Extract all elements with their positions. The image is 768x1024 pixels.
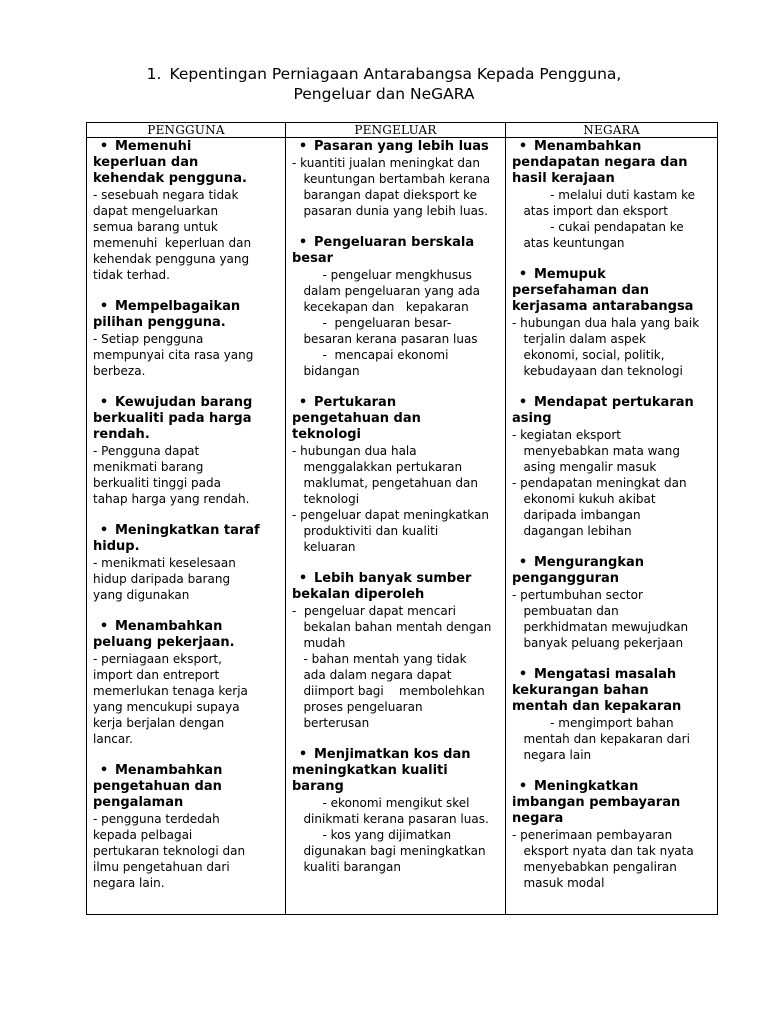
point-heading (93, 171, 281, 187)
point-heading (292, 587, 501, 603)
point-detail: keluaran (292, 540, 356, 554)
point-heading-text: mentah dan kepakaran (512, 699, 682, 714)
point-detail: daripada imbangan (512, 508, 641, 522)
point-detail: - cukai pendapatan ke (512, 220, 684, 234)
point-detail: kualiti barangan (292, 860, 401, 874)
point-heading-text: pendapatan negara dan (512, 155, 688, 170)
point-heading (512, 795, 713, 811)
title-text-1: Kepentingan Perniagaan Antarabangsa Kepada Pengguna, (169, 65, 622, 83)
point-heading (93, 299, 281, 315)
point-detail: - kos yang dijimatkan (292, 828, 452, 842)
point-detail: dagangan lebihan (512, 524, 632, 538)
point-detail: lancar. (93, 732, 133, 746)
point-heading (93, 315, 281, 331)
point-detail: kerja berjalan dengan (93, 716, 225, 730)
point-detail: - kegiatan eksport (512, 428, 622, 442)
point-detail: eksport nyata dan tak nyata (512, 844, 694, 858)
point-heading-text: Lebih banyak sumber (314, 571, 472, 586)
point-detail: masuk modal (512, 876, 605, 890)
list-item (93, 523, 281, 603)
point-detail: - perniagaan eksport, (93, 652, 222, 666)
point-heading-text: Menjimatkan kos dan (314, 747, 471, 762)
point-detail: berkualiti tinggi pada (93, 476, 221, 490)
point-heading (93, 619, 281, 635)
list-item (512, 555, 713, 651)
point-heading (93, 411, 281, 427)
point-detail: - bahan mentah yang tidak (292, 652, 467, 666)
point-heading-text: Mengatasi masalah (534, 667, 677, 682)
point-detail: keuntungan bertambah kerana (292, 172, 491, 186)
point-heading (512, 555, 713, 571)
list-item (292, 747, 501, 875)
point-heading (93, 155, 281, 171)
point-heading-text: pengetahuan dan (292, 411, 421, 426)
point-heading-text: bekalan diperoleh (292, 587, 425, 602)
list-item (292, 571, 501, 731)
bullet-icon: • (518, 667, 528, 682)
bullet-icon: • (99, 299, 109, 314)
point-heading-text: peluang pekerjaan. (93, 635, 235, 650)
point-detail: dapat mengeluarkan (93, 204, 219, 218)
point-detail: dalam pengeluaran yang ada (292, 284, 481, 298)
point-heading-text: Menambahkan (115, 619, 223, 634)
column-pengguna (87, 138, 286, 915)
point-detail: mudah (292, 636, 346, 650)
list-item (292, 139, 501, 219)
point-detail: yang mencukupi supaya (93, 700, 240, 714)
point-detail: - pengguna terdedah (93, 812, 220, 826)
point-heading-text: Memenuhi (115, 139, 192, 154)
point-detail: - ekonomi mengikut skel (292, 796, 470, 810)
point-detail: - Setiap pengguna (93, 332, 204, 346)
point-detail: - melalui duti kastam ke (512, 188, 696, 202)
column-pengeluar (286, 138, 506, 915)
point-detail: hidup daripada barang (93, 572, 231, 586)
point-heading (93, 427, 281, 443)
point-detail: banyak peluang pekerjaan (512, 636, 684, 650)
point-heading-text: Kewujudan barang (115, 395, 253, 410)
bullet-icon: • (298, 747, 308, 762)
point-heading-text: Mendapat pertukaran (534, 395, 694, 410)
bullet-icon: • (518, 779, 528, 794)
header-pengeluar: PENGELUAR (286, 123, 506, 138)
point-detail: bekalan bahan mentah dengan (292, 620, 492, 634)
point-heading (512, 299, 713, 315)
list-item (292, 235, 501, 379)
bullet-icon: • (298, 235, 308, 250)
title-number: 1. (146, 65, 162, 83)
list-item (512, 395, 713, 539)
point-detail: - pertumbuhan sector (512, 588, 643, 602)
point-heading (93, 139, 281, 155)
point-detail: menggalakkan pertukaran (292, 460, 463, 474)
point-heading-text: hidup. (93, 539, 140, 554)
point-detail: maklumat, pengetahuan dan (292, 476, 478, 490)
list-item (512, 139, 713, 251)
point-heading-text: Memupuk (534, 267, 606, 282)
point-detail: - penerimaan pembayaran (512, 828, 673, 842)
point-heading-text: besar (292, 251, 334, 266)
point-heading-text: meningkatkan kualiti (292, 763, 448, 778)
header-negara: NEGARA (506, 123, 718, 138)
point-detail: - mengimport bahan (512, 716, 674, 730)
point-heading-text: berkualiti pada harga (93, 411, 252, 426)
point-heading (292, 747, 501, 763)
point-heading (93, 635, 281, 651)
title-line-2: Pengeluar dan NeGARA (293, 85, 475, 103)
table-body-row (87, 138, 718, 915)
point-heading-text: barang (292, 779, 344, 794)
bullet-icon: • (99, 395, 109, 410)
list-item (93, 299, 281, 379)
point-heading-text: kekurangan bahan (512, 683, 649, 698)
list-item (512, 667, 713, 763)
bullet-icon: • (99, 523, 109, 538)
point-heading-text: Menambahkan (534, 139, 642, 154)
point-heading-text: keperluan dan (93, 155, 199, 170)
point-detail: - pengeluar mengkhusus (292, 268, 472, 282)
bullet-icon: • (99, 139, 109, 154)
point-detail: - hubungan dua hala yang baik (512, 316, 700, 330)
point-detail: - pendapatan meningkat dan (512, 476, 687, 490)
point-heading-text: Menambahkan (115, 763, 223, 778)
point-detail: - kuantiti jualan meningkat dan (292, 156, 481, 170)
point-heading-text: negara (512, 811, 564, 826)
point-detail: - mencapai ekonomi (292, 348, 449, 362)
point-detail: kecekapan dan kepakaran (292, 300, 469, 314)
point-detail: negara lain (512, 748, 592, 762)
list-item (93, 763, 281, 891)
point-heading-text: Pertukaran (314, 395, 397, 410)
point-heading (292, 139, 501, 155)
bullet-icon: • (518, 395, 528, 410)
point-heading-text: pilihan pengguna. (93, 315, 226, 330)
point-detail: tidak terhad. (93, 268, 170, 282)
point-detail: import dan entreport (93, 668, 220, 682)
point-heading (512, 171, 713, 187)
point-detail: produktiviti dan kualiti (292, 524, 439, 538)
point-heading (292, 235, 501, 251)
title-line-1 (0, 64, 768, 84)
list-item (512, 267, 713, 379)
point-heading-text: kehendak pengguna. (93, 171, 247, 186)
point-heading-text: imbangan pembayaran (512, 795, 681, 810)
point-heading (512, 683, 713, 699)
column-pengguna-content (87, 138, 285, 891)
point-heading (512, 811, 713, 827)
point-detail: semua barang untuk (93, 220, 218, 234)
bullet-icon: • (298, 571, 308, 586)
point-heading (512, 411, 713, 427)
point-heading (512, 155, 713, 171)
point-detail: kehendak pengguna yang (93, 252, 250, 266)
bullet-icon: • (298, 395, 308, 410)
point-heading (292, 571, 501, 587)
point-heading (93, 763, 281, 779)
point-heading-text: Mengurangkan (534, 555, 644, 570)
point-detail: memerlukan tenaga kerja (93, 684, 248, 698)
point-detail: ada dalam negara dapat (292, 668, 452, 682)
point-heading (292, 427, 501, 443)
point-heading (512, 139, 713, 155)
point-detail: - pengeluar dapat mencari (292, 604, 456, 618)
point-heading (512, 283, 713, 299)
point-detail: pertukaran teknologi dan (93, 844, 246, 858)
bullet-icon: • (99, 619, 109, 634)
point-heading (292, 779, 501, 795)
point-heading (93, 795, 281, 811)
point-detail: perkhidmatan mewujudkan (512, 620, 689, 634)
point-detail: pembuatan dan (512, 604, 619, 618)
point-heading (292, 395, 501, 411)
point-detail: - pengeluaran besar- (292, 316, 452, 330)
point-detail: dinikmati kerana pasaran luas. (292, 812, 489, 826)
point-heading (292, 251, 501, 267)
point-heading (292, 763, 501, 779)
point-heading (93, 523, 281, 539)
point-detail: - menikmati keselesaan (93, 556, 236, 570)
point-heading-text: hasil kerajaan (512, 171, 615, 186)
point-detail: berterusan (292, 716, 370, 730)
point-detail: - hubungan dua hala (292, 444, 417, 458)
point-detail: berbeza. (93, 364, 146, 378)
point-detail: atas import dan eksport (512, 204, 668, 218)
point-heading-text: Mempelbagaikan (115, 299, 241, 314)
point-detail: memenuhi keperluan dan (93, 236, 252, 250)
list-item (93, 395, 281, 507)
point-heading (292, 411, 501, 427)
point-heading-text: pengetahuan dan (93, 779, 222, 794)
point-detail: asing mengalir masuk (512, 460, 657, 474)
point-heading-text: Meningkatkan taraf (115, 523, 260, 538)
point-detail: mempunyai cita rasa yang (93, 348, 254, 362)
point-heading (512, 779, 713, 795)
point-heading-text: asing (512, 411, 552, 426)
point-detail: barangan dapat dieksport ke (292, 188, 478, 202)
list-item (93, 619, 281, 747)
point-heading-text: kerjasama antarabangsa (512, 299, 694, 314)
list-item (512, 779, 713, 891)
bullet-icon: • (518, 139, 528, 154)
point-heading-text: teknologi (292, 427, 362, 442)
point-detail: proses pengeluaran (292, 700, 423, 714)
point-heading (93, 539, 281, 555)
point-heading-text: rendah. (93, 427, 150, 442)
column-pengeluar-content (286, 138, 505, 875)
table-header-row (87, 123, 718, 138)
point-heading-text: Pasaran yang lebih luas (314, 139, 489, 154)
point-detail: ilmu pengetahuan dari (93, 860, 230, 874)
point-detail: teknologi (292, 492, 360, 506)
point-detail: - sesebuah negara tidak (93, 188, 239, 202)
point-detail: ekonomi kukuh akibat (512, 492, 656, 506)
point-heading-text: pengangguran (512, 571, 620, 586)
column-negara (506, 138, 718, 915)
point-detail: kebudayaan dan teknologi (512, 364, 683, 378)
point-heading (93, 779, 281, 795)
point-detail: negara lain. (93, 876, 165, 890)
point-heading (512, 699, 713, 715)
point-detail: kepada pelbagai (93, 828, 193, 842)
bullet-icon: • (99, 763, 109, 778)
point-detail: atas keuntungan (512, 236, 625, 250)
point-detail: terjalin dalam aspek (512, 332, 646, 346)
bullet-icon: • (518, 267, 528, 282)
column-negara-content (506, 138, 717, 891)
point-detail: - pengeluar dapat meningkatkan (292, 508, 489, 522)
point-heading (512, 571, 713, 587)
point-heading-text: Meningkatkan (534, 779, 639, 794)
document-title (0, 64, 768, 104)
point-detail: diimport bagi membolehkan (292, 684, 485, 698)
point-heading (512, 395, 713, 411)
point-heading (512, 667, 713, 683)
point-detail: mentah dan kepakaran dari (512, 732, 690, 746)
point-detail: pasaran dunia yang lebih luas. (292, 204, 488, 218)
list-item (93, 139, 281, 283)
point-heading (512, 267, 713, 283)
point-heading-text: pengalaman (93, 795, 184, 810)
point-detail: menikmati barang (93, 460, 204, 474)
point-heading (93, 395, 281, 411)
point-detail: menyebabkan mata wang (512, 444, 681, 458)
point-detail: - Pengguna dapat (93, 444, 200, 458)
point-detail: besaran kerana pasaran luas (292, 332, 478, 346)
point-heading-text: Pengeluaran berskala (314, 235, 475, 250)
point-detail: yang digunakan (93, 588, 190, 602)
point-detail: menyebabkan pengaliran (512, 860, 677, 874)
bullet-icon: • (298, 139, 308, 154)
point-detail: tahap harga yang rendah. (93, 492, 250, 506)
comparison-table (86, 122, 718, 915)
point-detail: digunakan bagi meningkatkan (292, 844, 486, 858)
list-item (292, 395, 501, 555)
point-detail: ekonomi, social, politik, (512, 348, 665, 362)
header-pengguna: PENGGUNA (87, 123, 286, 138)
point-detail: bidangan (292, 364, 360, 378)
bullet-icon: • (518, 555, 528, 570)
point-heading-text: persefahaman dan (512, 283, 649, 298)
